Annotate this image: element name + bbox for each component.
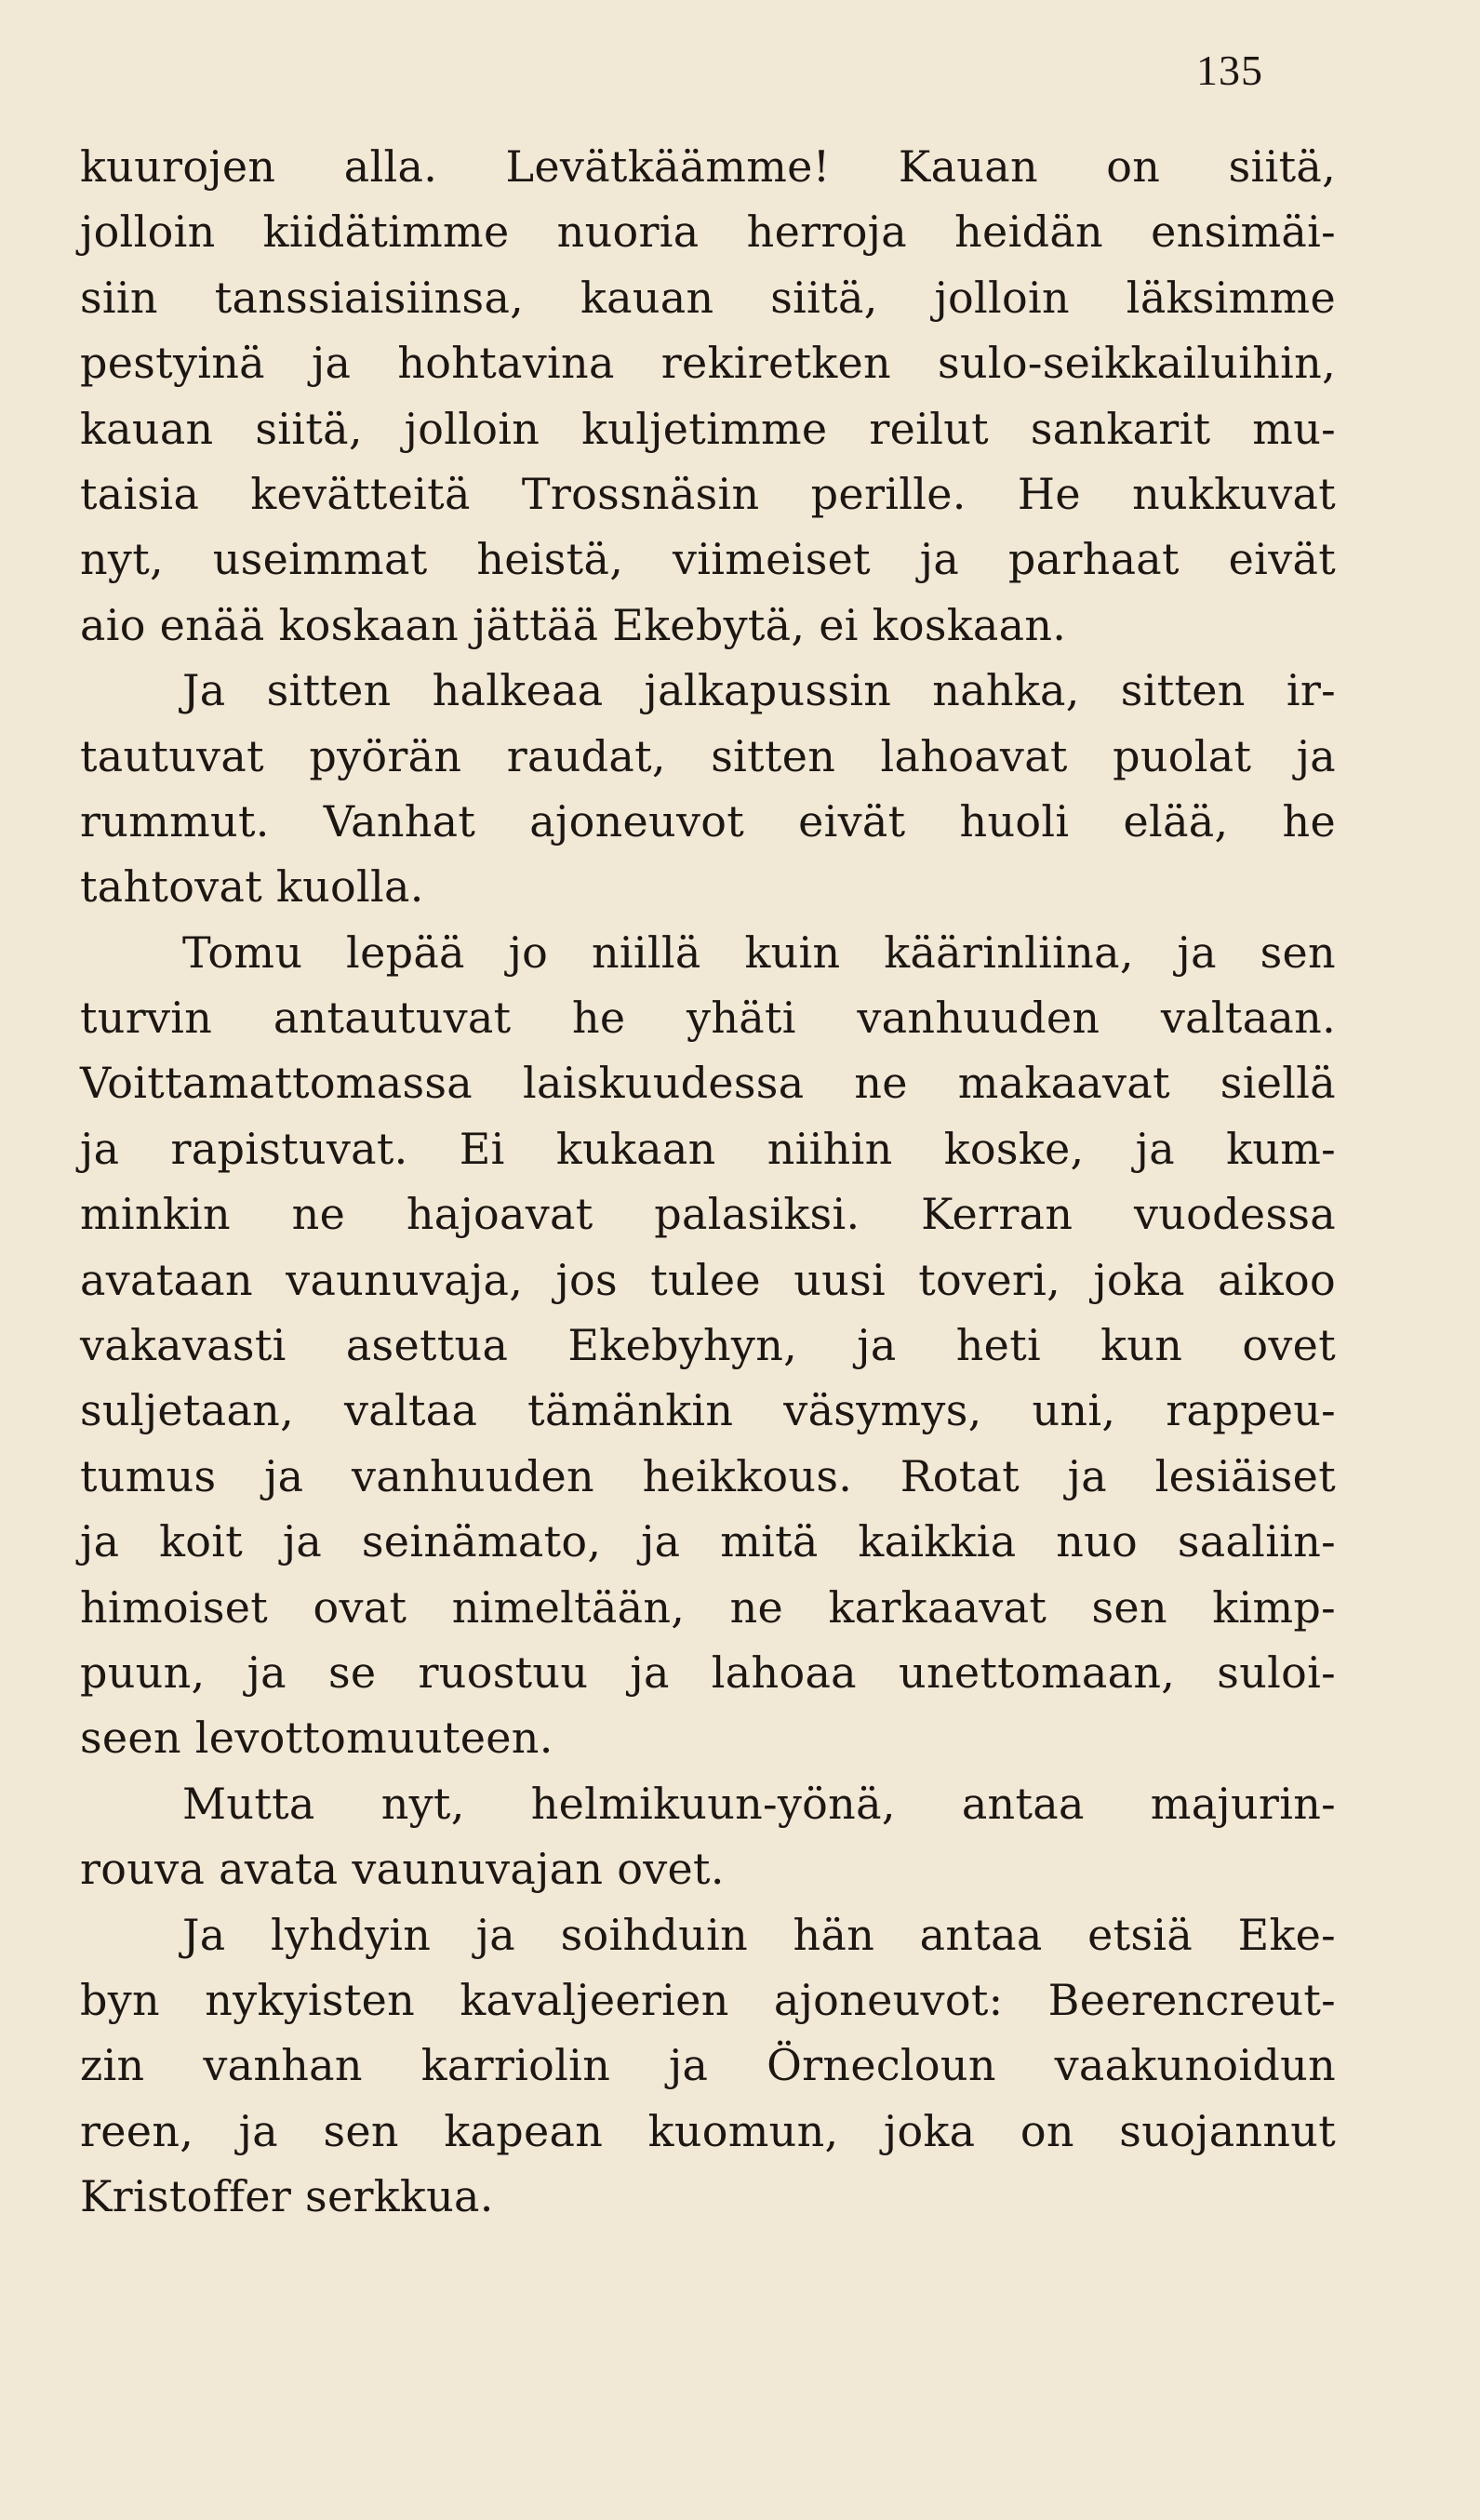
body-text	[80, 134, 1336, 2230]
text-line: Tomu lepää jo niillä kuin käärinliina, ja sen	[182, 927, 1336, 978]
text-line: Kristoffer serkkua.	[80, 2171, 494, 2222]
text-line: jolloin kiidätimme nuoria herroja heidän ensimäi-	[80, 207, 1336, 258]
text-line: minkin ne hajoavat palasiksi. Kerran vuodessa	[80, 1189, 1336, 1240]
text-line: vakavasti asettua Ekebyhyn, ja heti kun ovet	[80, 1320, 1336, 1371]
text-line: Voittamattomassa laiskuudessa ne makaavat siellä	[80, 1058, 1336, 1109]
text-line: zin vanhan karriolin ja Örnecloun vaakunoidun	[80, 2040, 1336, 2091]
text-line: tahtovat kuolla.	[80, 861, 424, 913]
text-line: Ja sitten halkeaa jalkapussin nahka, sitten ir-	[182, 665, 1336, 716]
text-line: puun, ja se ruostuu ja lahoaa unettomaan, suloi-	[80, 1647, 1336, 1698]
text-line: kauan siitä, jolloin kuljetimme reilut sankarit mu-	[80, 403, 1336, 454]
text-line: aio enää koskaan jättää Ekebytä, ei koskaan.	[80, 599, 1067, 650]
page-number: 135	[1196, 47, 1263, 94]
text-line: Mutta nyt, helmikuun-yönä, antaa majurin-	[182, 1778, 1336, 1829]
text-line: byn nykyisten kavaljeerien ajoneuvot: Beerencreut-	[80, 1974, 1336, 2025]
text-line: nyt, useimmat heistä, viimeiset ja parhaat eivät	[80, 534, 1336, 585]
text-line: turvin antautuvat he yhäti vanhuuden valtaan.	[80, 993, 1336, 1044]
text-line: kuurojen alla. Levätkäämme! Kauan on siitä,	[80, 141, 1336, 192]
text-line: avataan vaunuvaja, jos tulee uusi toveri, joka aikoo	[80, 1254, 1336, 1305]
text-line: rummut. Vanhat ajoneuvot eivät huoli elää, he	[80, 795, 1336, 847]
text-line: suljetaan, valtaa tämänkin väsymys, uni, rappeu-	[80, 1385, 1336, 1436]
text-line: tautuvat pyörän raudat, sitten lahoavat puolat ja	[80, 730, 1336, 781]
text-line: Ja lyhdyin ja soihduin hän antaa etsiä Eke-	[182, 1909, 1336, 1960]
text-line: taisia kevätteitä Trossnäsin perille. He nukkuvat	[80, 468, 1336, 519]
text-line: ja rapistuvat. Ei kukaan niihin koske, ja kum-	[80, 1123, 1336, 1174]
text-line: ja koit ja seinämato, ja mitä kaikkia nuo saaliin-	[80, 1516, 1336, 1567]
text-line: pestyinä ja hohtavina rekiretken sulo-seikkailuihin,	[80, 338, 1336, 389]
text-line: reen, ja sen kapean kuomun, joka on suojannut	[80, 2105, 1336, 2156]
text-line: himoiset ovat nimeltään, ne karkaavat sen kimp-	[80, 1581, 1336, 1633]
text-line: siin tanssiaisiinsa, kauan siitä, jolloin läksimme	[80, 272, 1336, 323]
text-line: seen levottomuuteen.	[80, 1713, 553, 1764]
text-line: rouva avata vaunuvajan ovet.	[80, 1844, 725, 1895]
text-line: tumus ja vanhuuden heikkous. Rotat ja lesiäiset	[80, 1450, 1336, 1501]
